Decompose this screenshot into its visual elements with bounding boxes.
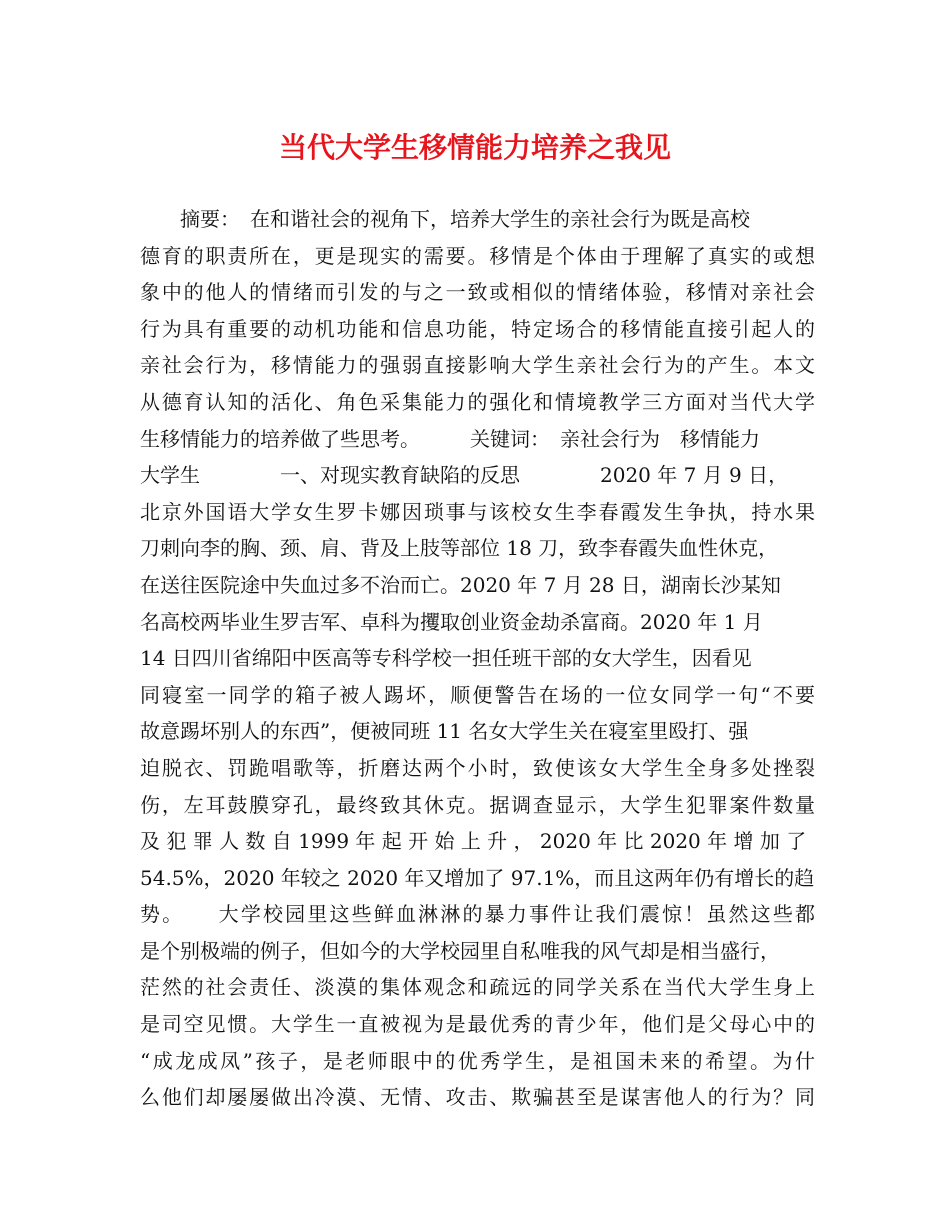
body-line: 么他们却屡屡做出冷漠、无情、攻击、欺骗甚至是谋害他人的行为？同 xyxy=(140,1085,815,1110)
body-line: 同寝室一同学的箱子被人踢坏，顺便警告在场的一位女同学一句“不要 xyxy=(140,682,815,707)
body-line: 象中的他人的情绪而引发的与之一致或相似的情绪体验，移情对亲社会 xyxy=(140,280,815,305)
document-title: 当代大学生移情能力培养之我见 xyxy=(278,131,671,164)
body-line: 势。 大学校园里这些鲜血淋淋的暴力事件让我们震惊！虽然这些都 xyxy=(140,902,815,927)
body-line: 摘要： 在和谐社会的视角下，培养大学生的亲社会行为既是高校 xyxy=(140,207,750,231)
body-line: 故意踢坏别人的东西”，便被同班 11 名女大学生关在寝室里殴打、强 xyxy=(140,719,749,744)
body-line: 迫脱衣、罚跪唱歌等，折磨达两个小时，致使该女大学生全身多处挫裂 xyxy=(140,755,815,780)
document-body xyxy=(140,201,815,1116)
body-line: 是个别极端的例子，但如今的大学校园里自私唯我的风气却是相当盛行， xyxy=(140,938,780,963)
body-line: 54.5%，2020 年较之 2020 年又增加了 97.1%，而且这两年仍有增长的趋 xyxy=(140,865,815,890)
body-line: 生移情能力的培养做了些思考。 关键词： 亲社会行为 移情能力 xyxy=(140,426,760,451)
body-line: 茫然的社会责任、淡漠的集体观念和疏远的同学关系在当代大学生身上 xyxy=(140,975,815,1000)
body-line: 是司空见惯。大学生一直被视为是最优秀的青少年，他们是父母心中的 xyxy=(140,1012,815,1037)
body-line: 行为具有重要的动机功能和信息功能，特定场合的移情能直接引起人的 xyxy=(140,316,815,341)
body-line: 大学生 一、对现实教育缺陷的反思 2020 年 7 月 9 日， xyxy=(140,463,789,488)
body-line: 在送往医院途中失血过多不治而亡。2020 年 7 月 28 日，湖南长沙某知 xyxy=(140,572,781,597)
body-line: 从德育认知的活化、角色采集能力的强化和情境教学三方面对当代大学 xyxy=(140,389,815,414)
body-line: 及 犯 罪 人 数 自 1999 年 起 开 始 上 升 ， 2020 年 比 2020 年 增 加 了 xyxy=(140,829,807,854)
body-line: 伤，左耳鼓膜穿孔，最终致其休克。据调查显示，大学生犯罪案件数量 xyxy=(140,792,815,817)
body-line: 北京外国语大学女生罗卡娜因琐事与该校女生李春霞发生争执，持水果 xyxy=(140,499,815,524)
body-line: 亲社会行为，移情能力的强弱直接影响大学生亲社会行为的产生。本文 xyxy=(140,353,815,378)
body-line: 14 日四川省绵阳中医高等专科学校一担任班干部的女大学生，因看见 xyxy=(140,646,752,671)
body-line: 名高校两毕业生罗吉军、卓科为攫取创业资金劫杀富商。2020 年 1 月 xyxy=(140,609,763,634)
body-line: “成龙成凤”孩子，是老师眼中的优秀学生，是祖国未来的希望。为什 xyxy=(140,1048,815,1073)
body-line: 刀刺向李的胸、颈、肩、背及上肢等部位 18 刀，致李春霞失血性休克， xyxy=(140,536,779,561)
body-line: 德育的职责所在，更是现实的需要。移情是个体由于理解了真实的或想 xyxy=(140,243,815,268)
